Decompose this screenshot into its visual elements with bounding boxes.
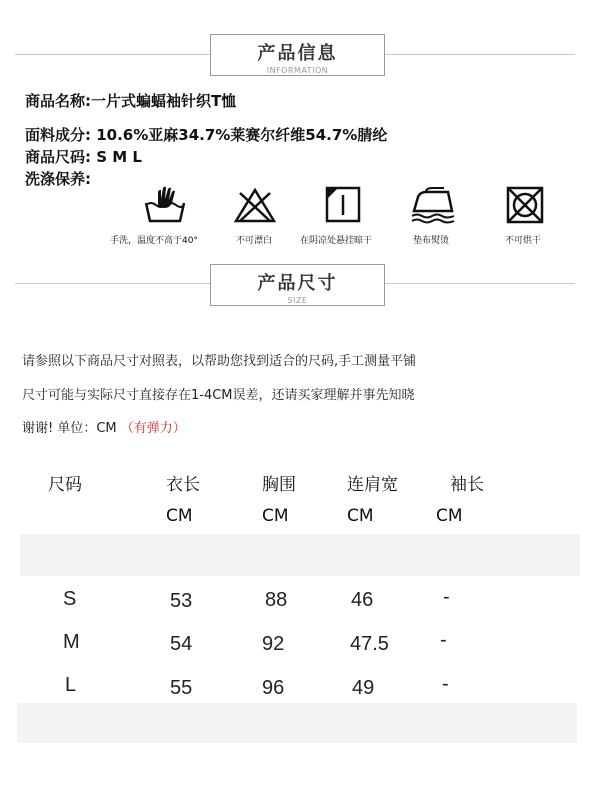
elastic-note: （有弹力） (120, 421, 186, 436)
shoulder-cell: 47.5 (350, 633, 389, 655)
divider-line (385, 54, 575, 55)
column-unit: CM (166, 506, 193, 526)
product-name: 商品名称:一片式蝙蝠袖针织T恤 (25, 92, 237, 110)
chest-cell: 88 (265, 589, 288, 611)
shoulder-cell: 46 (351, 589, 374, 611)
size-note: 尺寸可能与实际尺寸直接存在1-4CM误差，还请买家理解并事先知晓 (22, 388, 415, 403)
care-title: 洗涤保养: (25, 170, 91, 188)
sleeve-cell: - (440, 629, 447, 651)
line-dry-shade-icon (320, 185, 366, 225)
column-header-size: 尺码 (48, 475, 82, 495)
length-cell: 54 (170, 633, 193, 655)
size-cell: L (65, 674, 77, 696)
table-band (20, 534, 580, 576)
length-cell: 53 (170, 590, 193, 612)
column-header-chest: 胸围 (262, 475, 296, 495)
sleeve-cell: - (442, 673, 449, 695)
section-header-info (210, 34, 385, 76)
care-label: 不可烘干 (505, 236, 542, 246)
chest-cell: 92 (262, 633, 285, 655)
size-note-unit (22, 417, 186, 436)
unit-text: 谢谢! 单位：CM (22, 421, 117, 436)
iron-with-cloth-icon (410, 185, 456, 225)
section-title: 产品信息 (257, 43, 338, 64)
product-sizes: 商品尺码: S M L (25, 148, 142, 166)
shoulder-cell: 49 (352, 677, 375, 699)
column-unit: CM (436, 506, 463, 526)
column-header-length: 衣长 (166, 475, 200, 495)
size-note: 请参照以下商品尺寸对照表，以帮助您找到适合的尺码,手工测量平铺 (22, 354, 417, 369)
divider-line (15, 54, 210, 55)
section-header-size (210, 264, 385, 306)
hand-wash-icon (142, 185, 188, 225)
section-subtitle: SIZE (287, 296, 308, 305)
column-header-shoulder: 连肩宽 (347, 475, 398, 495)
table-band (17, 703, 577, 743)
sleeve-cell: - (443, 586, 450, 608)
care-label: 不可漂白 (236, 236, 273, 246)
chest-cell: 96 (262, 677, 285, 699)
no-bleach-icon (232, 185, 278, 225)
divider-line (15, 283, 210, 284)
section-title: 产品尺寸 (257, 273, 338, 294)
product-fabric: 面料成分: 10.6%亚麻34.7%莱赛尔纤维54.7%腈纶 (25, 126, 388, 144)
column-unit: CM (347, 506, 374, 526)
column-header-sleeve: 袖长 (450, 475, 484, 495)
column-unit: CM (262, 506, 289, 526)
care-label: 垫布熨烫 (413, 236, 450, 246)
size-cell: M (63, 631, 80, 653)
care-label: 手洗，温度不高于40° (110, 236, 198, 246)
care-label: 在阴凉处悬挂晾干 (300, 236, 373, 246)
no-tumble-dry-icon (502, 185, 548, 225)
section-subtitle: INFORMATION (266, 66, 329, 75)
size-cell: S (63, 588, 77, 610)
length-cell: 55 (170, 677, 193, 699)
divider-line (385, 283, 575, 284)
